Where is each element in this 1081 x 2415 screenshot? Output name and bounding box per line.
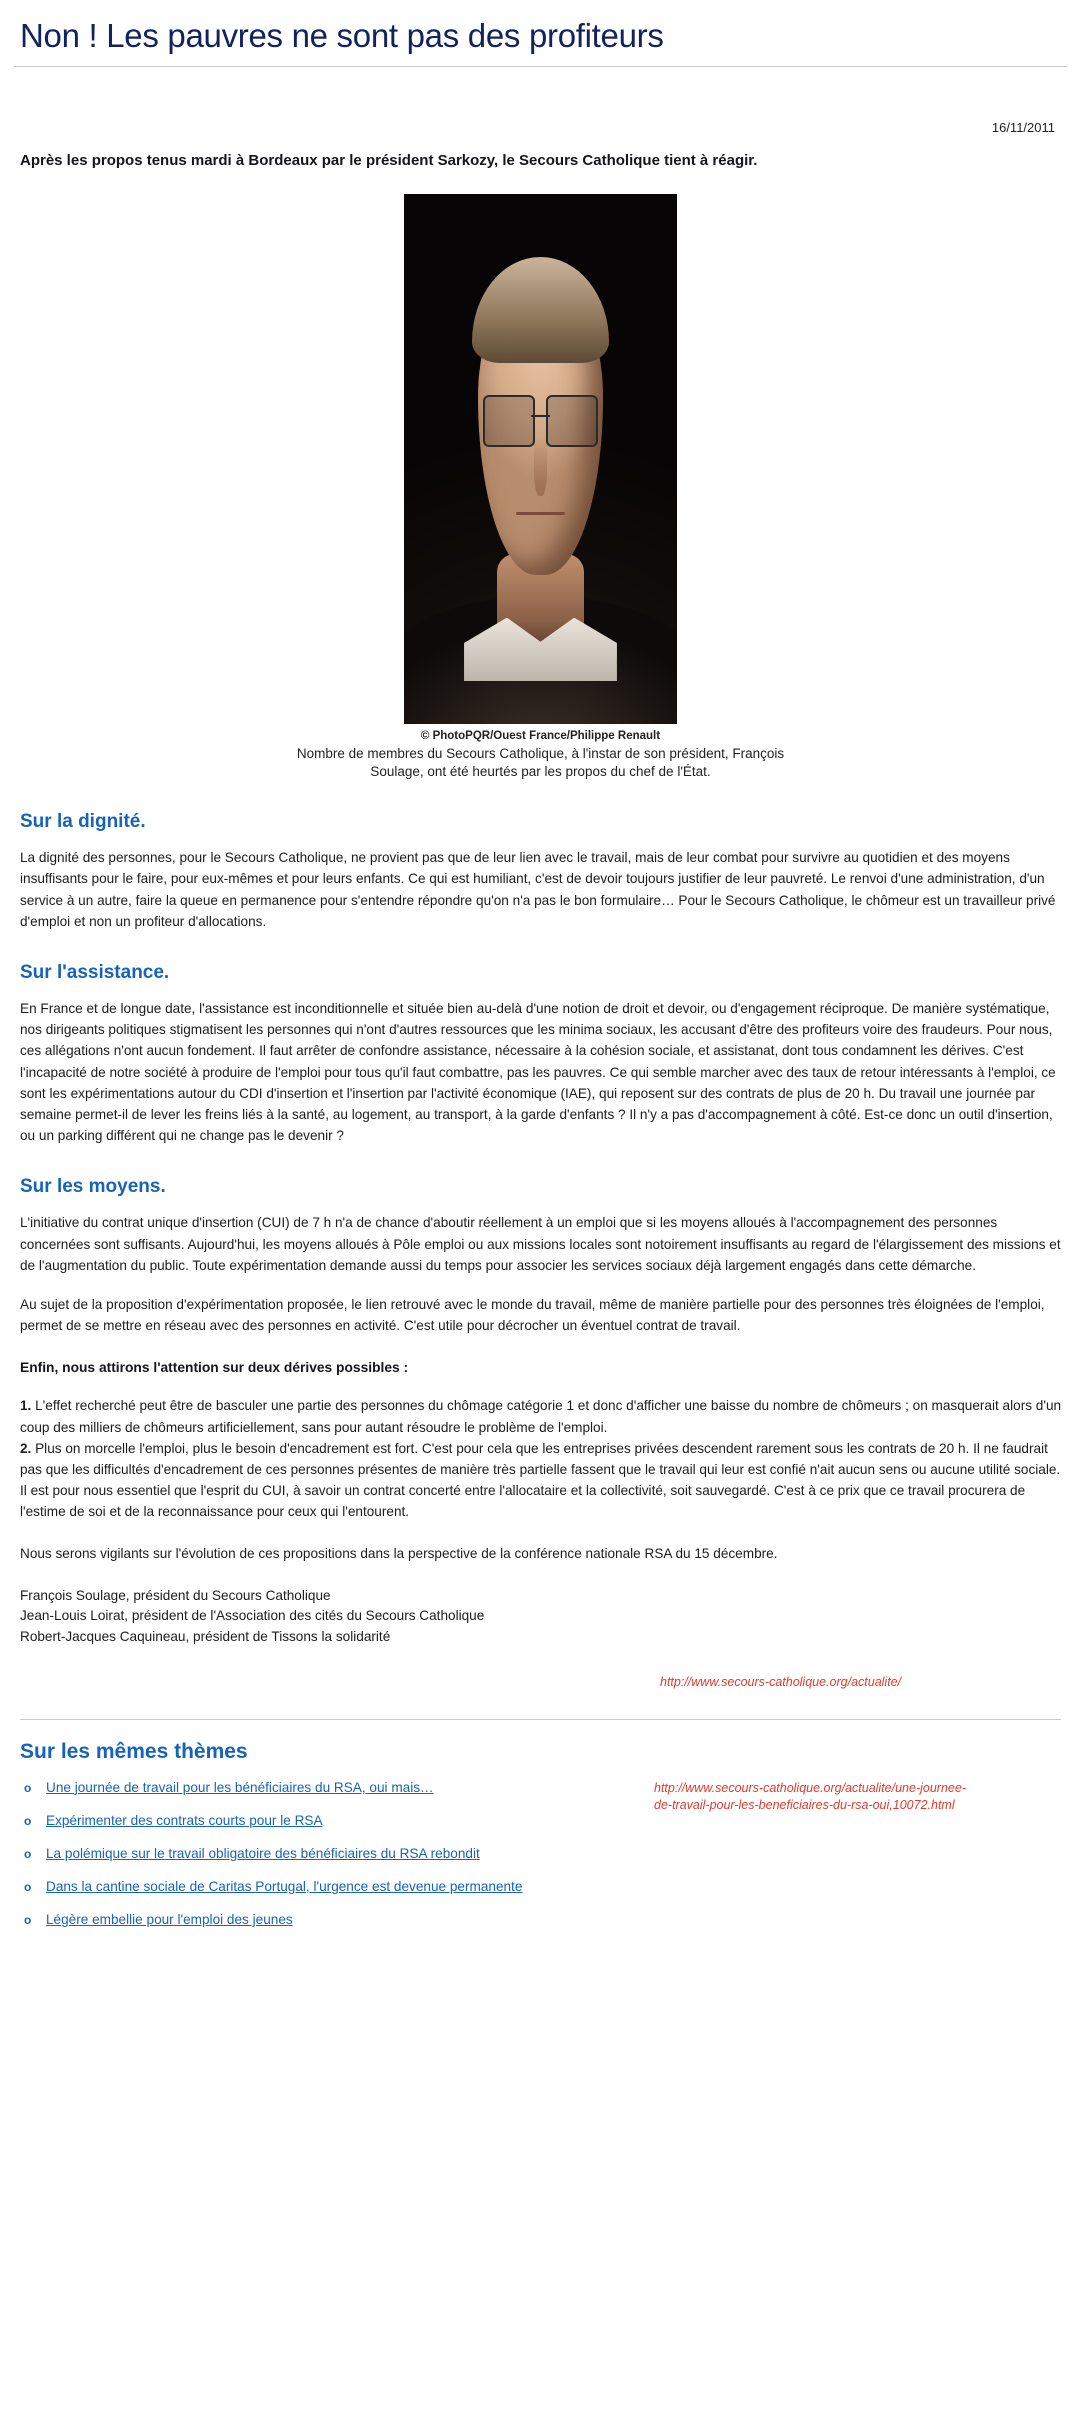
photo-caption-line-2: président, François Soulage, ont été heurtés par les propos du bbox=[370, 746, 785, 780]
bullet-icon: o bbox=[24, 1912, 32, 1927]
photo-caption bbox=[281, 745, 801, 781]
photo-block bbox=[281, 194, 801, 782]
closing-item-2-text: Plus on morcelle l'emploi, plus le besoin d'encadrement est fort. C'est pour cela que les entreprises privées descendent rarement sous les contrats de 20 h. Il ne faudrait pas que les difficultés d'encadrement de ces personnes présentes de manière très partielle fassent que le travail qui leur est confié n'ait aucun sens ou aucune utilité sociale. Il est pour nous essentiel que l'esprit du CUI, à savoir un contrat concerté entre l'allocataire et la collectivité, soit sauvegardé. C'est à ce prix que ce travail procurera de l'estime de soi et de la reconnaissance pour ceux qui l'entourent. bbox=[20, 1440, 1061, 1520]
related-link[interactable]: Dans la cantine sociale de Caritas Portugal, l'urgence est devenue permanente bbox=[46, 1878, 523, 1894]
section-heading-dignite: Sur la dignité. bbox=[20, 811, 146, 833]
article-photo bbox=[404, 194, 677, 724]
photo-caption-line-3: chef de l'État. bbox=[629, 764, 711, 780]
list-item[interactable] bbox=[24, 1813, 1067, 1828]
publish-date: 16/11/2011 bbox=[991, 120, 1055, 136]
related-link[interactable]: Expérimenter des contrats courts pour le RSA bbox=[46, 1812, 323, 1828]
list-item[interactable] bbox=[24, 1879, 1067, 1894]
photo-nose bbox=[534, 437, 548, 495]
bullet-icon: o bbox=[24, 1879, 32, 1894]
signature-block bbox=[20, 1586, 1067, 1647]
related-title: Sur les mêmes thèmes bbox=[20, 1739, 248, 1763]
page-title: Non ! Les pauvres ne sont pas des profiteurs bbox=[20, 17, 664, 54]
bullet-icon: o bbox=[24, 1846, 32, 1861]
signature-line: Jean-Louis Loirat, président de l'Association des cités du Secours Catholique bbox=[20, 1608, 485, 1624]
photo-caption-line-1: Nombre de membres du Secours Catholique, à l'instar de son bbox=[296, 746, 666, 762]
photo-credit: © PhotoPQR/Ouest France/Philippe Renault bbox=[420, 729, 661, 742]
closing-item-1 bbox=[20, 1395, 1066, 1437]
photo-glasses-bridge bbox=[531, 415, 549, 417]
section-paragraph: L'initiative du contrat unique d'insertion (CUI) de 7 h n'a de chance d'aboutir réellement à un emploi que si les moyens alloués à l'accompagnement des personnes concernées sont suffisants. Aujourd'hui, les moyens alloués à Pôle emploi ou aux missions locales sont notoirement insuffisants au regard de l'élargissement des missions et de l'augmentation du public. Toute expérimentation demande aussi du temps pour associer les services sociaux déjà largement engagés dans cette démarche. bbox=[20, 1215, 1061, 1273]
eyeglasses-icon bbox=[483, 395, 598, 443]
closing-item-1-number: 1. bbox=[20, 1398, 32, 1414]
closing-item-1-text: L'effet recherché peut être de basculer une partie des personnes du chômage catégorie 1 et donc d'afficher une baisse du nombre de chômeurs ; on masquerait alors d'un coup des milliers de chômeurs artificiellement, sans pour autant résoudre le problème de l'emploi. bbox=[20, 1398, 1062, 1435]
signature-line: Robert-Jacques Caquineau, président de Tissons la solidarité bbox=[20, 1628, 391, 1644]
source-url-row bbox=[14, 1673, 1067, 1691]
list-item[interactable] bbox=[24, 1846, 1067, 1861]
section-paragraph: En France et de longue date, l'assistance est inconditionnelle et située bien au-delà d'une notion de droit et devoir, ou d'engagement réciproque. De manière systématique, nos dirigeants politiques stigmatisent les personnes qui n'ont d'autres ressources que les minima sociaux, les accusant d'être des profiteurs voire des fraudeurs. Pour nous, ces allégations n'ont aucun fondement. Il faut arrêter de confondre assistance, nécessaire à la cohésion sociale, et assistanat, dont tous condamnent les dérives. C'est l'incapacité de notre société à produire de l'emploi pour tous qu'il faut combattre, pas les pauvres. Ce qui semble marcher avec des taux de retour intéressants à l'emploi, ce sont les expérimentations autour du CDI d'insertion et l'insertion par l'activité économique (IAE), qui reposent sur des contrats de plus de 20 h. Du travail une journée par semaine permet-il de lever les freins liés à la santé, au logement, au transport, à la garde d'enfants ? Il n'y a pas d'accompagnement à côté. Est-ce donc un outil d'insertion, ou un parking différent qui ne change pas le devenir ? bbox=[20, 1000, 1056, 1144]
related-link[interactable]: Une journée de travail pour les bénéficiaires du RSA, oui mais… bbox=[46, 1779, 434, 1795]
closing-item-2-number: 2. bbox=[20, 1440, 32, 1456]
date-row bbox=[14, 67, 1067, 137]
section-heading-moyens: Sur les moyens. bbox=[20, 1176, 166, 1198]
section-paragraph: Au sujet de la proposition d'expérimentation proposée, le lien retrouvé avec le monde du travail, même de manière partielle pour des personnes très éloignées de l'emploi, permet de se mettre en réseau avec des personnes en activité. C'est utile pour décrocher un éventuel contrat de travail. bbox=[20, 1296, 1045, 1334]
signature-line: François Soulage, président du Secours Catholique bbox=[20, 1587, 331, 1603]
bullet-icon: o bbox=[24, 1780, 32, 1795]
related-link[interactable]: Légère embellie pour l'emploi des jeunes bbox=[46, 1911, 293, 1927]
source-url[interactable]: http://www.secours-catholique.org/actualite/ bbox=[660, 1674, 902, 1689]
related-link[interactable]: La polémique sur le travail obligatoire des bénéficiaires du RSA rebondit bbox=[46, 1845, 480, 1861]
photo-lens-right bbox=[546, 395, 598, 447]
section-paragraph: La dignité des personnes, pour le Secours Catholique, ne provient pas que de leur lien avec le travail, mais de leur combat pour survivre au quotidien et des moyens insuffisants pour le faire, pour eux-mêmes et pour leurs enfants. Ce qui est humiliant, c'est de devoir toujours justifier de leur pauvreté. Le renvoi d'une administration, d'un service à un autre, faire la queue en permanence pour s'entendre répondre qu'on n'a pas le bon formulaire… Pour le Secours Catholique, le chômeur est un travailleur privé d'emploi et non un profiteur d'allocations. bbox=[20, 850, 1056, 929]
related-url-line-2[interactable]: de-travail-pour-les-beneficiaires-du-rsa-oui,10072.html bbox=[654, 1797, 955, 1812]
related-section bbox=[14, 1740, 1067, 1927]
closing-final-paragraph: Nous serons vigilants sur l'évolution de ces propositions dans la perspective de la conférence nationale RSA du 15 décembre. bbox=[20, 1545, 778, 1561]
related-divider bbox=[20, 1719, 1061, 1720]
list-item[interactable] bbox=[24, 1912, 1067, 1927]
closing-item-2 bbox=[20, 1438, 1066, 1523]
closing-bold-lead: Enfin, nous attirons l'attention sur deux dérives possibles : bbox=[20, 1360, 409, 1376]
lead-paragraph: Après les propos tenus mardi à Bordeaux par le président Sarkozy, le Secours Catholique tient à réagir. bbox=[20, 152, 758, 170]
photo-mouth bbox=[516, 512, 565, 515]
photo-lens-left bbox=[483, 395, 535, 447]
related-url-line-1[interactable]: http://www.secours-catholique.org/actualite/une-journee- bbox=[654, 1780, 966, 1795]
section-heading-assistance: Sur l'assistance. bbox=[20, 961, 170, 983]
related-first-item-url bbox=[654, 1780, 1014, 1814]
bullet-icon: o bbox=[24, 1813, 32, 1828]
